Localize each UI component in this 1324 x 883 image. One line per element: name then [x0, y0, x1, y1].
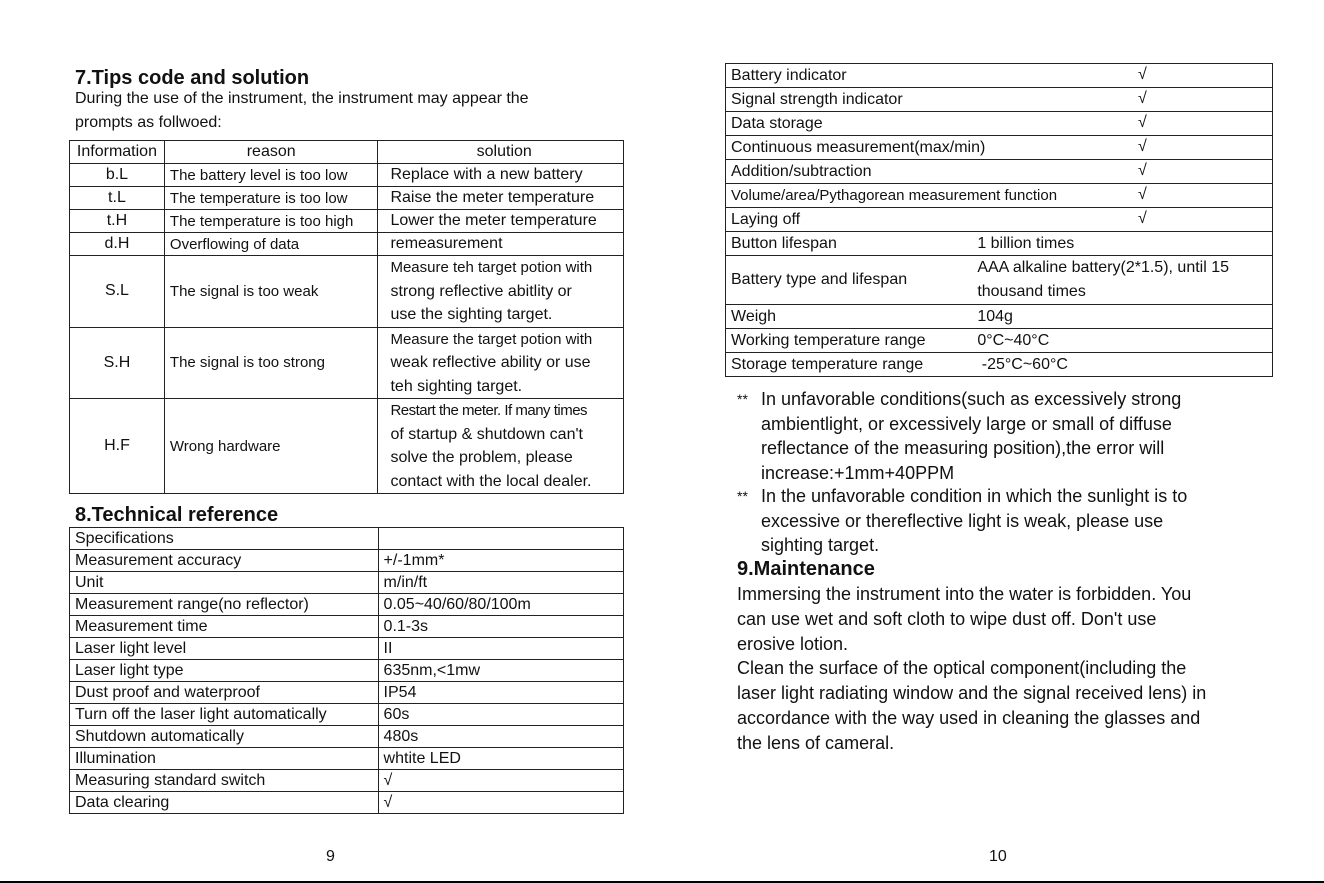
- table-row: [70, 327, 624, 399]
- spec-value: [972, 256, 1272, 305]
- table-row: [726, 64, 1273, 88]
- table-row: [70, 660, 624, 682]
- tips-intro-line-2: prompts as follwoed:: [75, 114, 222, 131]
- value-line: AAA alkaline battery(2*1.5), until 15: [977, 259, 1230, 276]
- solution-line: teh sighting target.: [390, 377, 523, 395]
- table-row: [70, 187, 624, 210]
- tip-solution: [378, 256, 624, 328]
- feature-name: Addition/subtraction: [731, 162, 872, 180]
- spec-value: -25°C~60°C: [972, 353, 1272, 377]
- spec-key: Shutdown automatically: [70, 726, 379, 748]
- spec-key: Measurement range(no reflector): [70, 594, 379, 616]
- spec-value: whtite LED: [378, 748, 623, 770]
- table-row: [726, 232, 1273, 256]
- solution-line: Restart the meter. If many times: [390, 402, 588, 419]
- tip-reason: The temperature is too low: [164, 187, 378, 210]
- tech-section-title: 8.Technical reference: [75, 504, 279, 526]
- table-row: [70, 704, 624, 726]
- maintenance-line: can use wet and soft cloth to wipe dust off. Don't use: [737, 608, 1157, 629]
- solution-line: contact with the local dealer.: [390, 472, 592, 490]
- spec-key: Measurement accuracy: [70, 550, 379, 572]
- spec-key: Weigh: [726, 305, 973, 329]
- tip-code: d.H: [70, 233, 165, 256]
- table-row: [70, 638, 624, 660]
- maintenance-line: accordance with the way used in cleaning the glasses and: [737, 707, 1201, 728]
- solution-line: Measure the target potion with: [390, 330, 593, 348]
- table-row: [70, 594, 624, 616]
- table-row: [70, 682, 624, 704]
- check-mark: √: [1138, 186, 1147, 203]
- spec-key: Specifications: [70, 528, 379, 550]
- spec-key: Turn off the laser light automatically: [70, 704, 379, 726]
- table-row: [726, 160, 1273, 184]
- spec-value: 1 billion times: [972, 232, 1272, 256]
- spec-key: Battery type and lifespan: [726, 256, 973, 305]
- note-line: In unfavorable conditions(such as excessively strong: [761, 389, 1182, 409]
- tip-reason: The battery level is too low: [164, 164, 378, 187]
- note-line: In the unfavorable condition in which the sunlight is to: [761, 486, 1188, 506]
- tip-reason: Overflowing of data: [164, 233, 378, 256]
- check-mark: √: [1138, 90, 1147, 107]
- maintenance-text: [737, 582, 1206, 756]
- solution-line: Measure teh target potion with: [390, 259, 593, 276]
- spec-value: 480s: [378, 726, 623, 748]
- spec-value: 0°C~40°C: [972, 329, 1272, 353]
- feature-cell: [726, 112, 1273, 136]
- header-solution: solution: [378, 141, 624, 164]
- page-number-right: 10: [989, 848, 1007, 865]
- table-row: [726, 208, 1273, 232]
- tip-code: H.F: [70, 399, 165, 494]
- spec-value: IP54: [378, 682, 623, 704]
- tip-solution: [378, 327, 624, 399]
- tip-reason: The temperature is too high: [164, 210, 378, 233]
- tip-reason: Wrong hardware: [164, 399, 378, 494]
- spec-value: [378, 528, 623, 550]
- spec-value: 0.1-3s: [378, 616, 623, 638]
- tip-code: t.H: [70, 210, 165, 233]
- spec-value: √: [378, 770, 623, 792]
- note-line: excessive or thereflective light is weak, please use: [761, 510, 1164, 531]
- table-row: [70, 748, 624, 770]
- solution-line: of startup & shutdown can't: [390, 425, 583, 443]
- tip-reason: The signal is too weak: [164, 256, 378, 328]
- feature-cell: [726, 64, 1273, 88]
- note-line: reflectance of the measuring position),the error will: [761, 438, 1165, 458]
- header-reason: reason: [164, 141, 378, 164]
- table-row: [70, 399, 624, 494]
- spec-key: Button lifespan: [726, 232, 973, 256]
- spec-key: Dust proof and waterproof: [70, 682, 379, 704]
- note-line: increase:+1mm+40PPM: [761, 462, 955, 483]
- tip-solution: remeasurement: [378, 233, 624, 256]
- table-row: [70, 233, 624, 256]
- spec-value: +/-1mm*: [378, 550, 623, 572]
- header-information: Information: [70, 141, 165, 164]
- tip-code: t.L: [70, 187, 165, 210]
- tip-code: b.L: [70, 164, 165, 187]
- page-number-left: 9: [326, 848, 335, 865]
- table-row: [70, 726, 624, 748]
- tips-intro-line-1: During the use of the instrument, the instrument may appear the: [75, 90, 529, 107]
- spec-value: II: [378, 638, 623, 660]
- table-row: [70, 528, 624, 550]
- spec-value: √: [378, 792, 623, 814]
- maintenance-line: the lens of cameral.: [737, 732, 895, 753]
- solution-line: weak reflective ability or use: [390, 354, 591, 371]
- check-mark: √: [1138, 66, 1147, 83]
- check-mark: √: [1138, 138, 1147, 155]
- spec-key: Unit: [70, 572, 379, 594]
- spec-key: Measurement time: [70, 616, 379, 638]
- table-row: [70, 210, 624, 233]
- tip-solution: Raise the meter temperature: [378, 187, 624, 210]
- table-row: [70, 770, 624, 792]
- spec-key: Laser light level: [70, 638, 379, 660]
- feature-cell: [726, 88, 1273, 112]
- tips-table-header: [70, 141, 624, 164]
- feature-name: Continuous measurement(max/min): [731, 138, 986, 156]
- note-2: [737, 484, 1187, 558]
- spec-value: 635nm,<1mw: [378, 660, 623, 682]
- note-1: [737, 387, 1181, 485]
- table-row: [726, 136, 1273, 160]
- note-line: ambientlight, or excessively large or small of diffuse: [761, 413, 1172, 434]
- maintenance-section-title: 9.Maintenance: [737, 558, 875, 580]
- feature-name: Signal strength indicator: [731, 90, 903, 108]
- table-row: [726, 112, 1273, 136]
- tip-solution: [378, 399, 624, 494]
- feature-cell: [726, 136, 1273, 160]
- table-row: [726, 184, 1273, 208]
- feature-name: Battery indicator: [731, 66, 847, 84]
- check-mark: √: [1138, 114, 1147, 131]
- feature-name: Laying off: [731, 210, 801, 228]
- feature-name: Volume/area/Pythagorean measurement function: [731, 186, 1058, 204]
- table-row: [70, 572, 624, 594]
- technical-reference-table: [69, 527, 624, 814]
- spec-key: Working temperature range: [726, 329, 973, 353]
- table-row: [70, 256, 624, 328]
- spec-key: Illumination: [70, 748, 379, 770]
- spec-value: m/in/ft: [378, 572, 623, 594]
- feature-cell: [726, 184, 1273, 208]
- tips-code-table: [69, 140, 624, 494]
- tip-solution: Replace with a new battery: [378, 164, 624, 187]
- tip-reason: The signal is too strong: [164, 327, 378, 399]
- note-asterisk: **: [737, 391, 748, 407]
- note-asterisk: **: [737, 488, 748, 504]
- table-row: [70, 792, 624, 814]
- value-line: thousand times: [977, 283, 1086, 300]
- table-row: [70, 550, 624, 572]
- tip-solution: Lower the meter temperature: [378, 210, 624, 233]
- feature-table: [725, 63, 1273, 377]
- table-row: [726, 256, 1273, 305]
- solution-line: strong reflective abitlity or: [390, 282, 572, 300]
- spec-key: Laser light type: [70, 660, 379, 682]
- check-mark: √: [1138, 162, 1147, 179]
- maintenance-line: Clean the surface of the optical component(including the: [737, 658, 1187, 679]
- spec-key: Storage temperature range: [726, 353, 973, 377]
- maintenance-line: laser light radiating window and the signal received lens) in: [737, 683, 1207, 704]
- spec-value: 0.05~40/60/80/100m: [378, 594, 623, 616]
- spec-value: 60s: [378, 704, 623, 726]
- spec-key: Data clearing: [70, 792, 379, 814]
- tip-code: S.L: [70, 256, 165, 328]
- maintenance-line: erosive lotion.: [737, 633, 849, 654]
- table-row: [726, 88, 1273, 112]
- table-row: [70, 616, 624, 638]
- spec-value: 104g: [972, 305, 1272, 329]
- table-row: [70, 164, 624, 187]
- table-row: [726, 353, 1273, 377]
- solution-line: solve the problem, please: [390, 449, 573, 466]
- tips-section-title: 7.Tips code and solution: [75, 67, 310, 89]
- tip-code: S.H: [70, 327, 165, 399]
- feature-cell: [726, 160, 1273, 184]
- feature-name: Data storage: [731, 114, 823, 132]
- table-row: [726, 305, 1273, 329]
- maintenance-line: Immersing the instrument into the water is forbidden. You: [737, 584, 1192, 604]
- table-row: [726, 329, 1273, 353]
- spec-key: Measuring standard switch: [70, 770, 379, 792]
- note-line: sighting target.: [761, 535, 880, 555]
- feature-cell: [726, 208, 1273, 232]
- check-mark: √: [1138, 210, 1147, 227]
- solution-line: use the sighting target.: [390, 306, 553, 323]
